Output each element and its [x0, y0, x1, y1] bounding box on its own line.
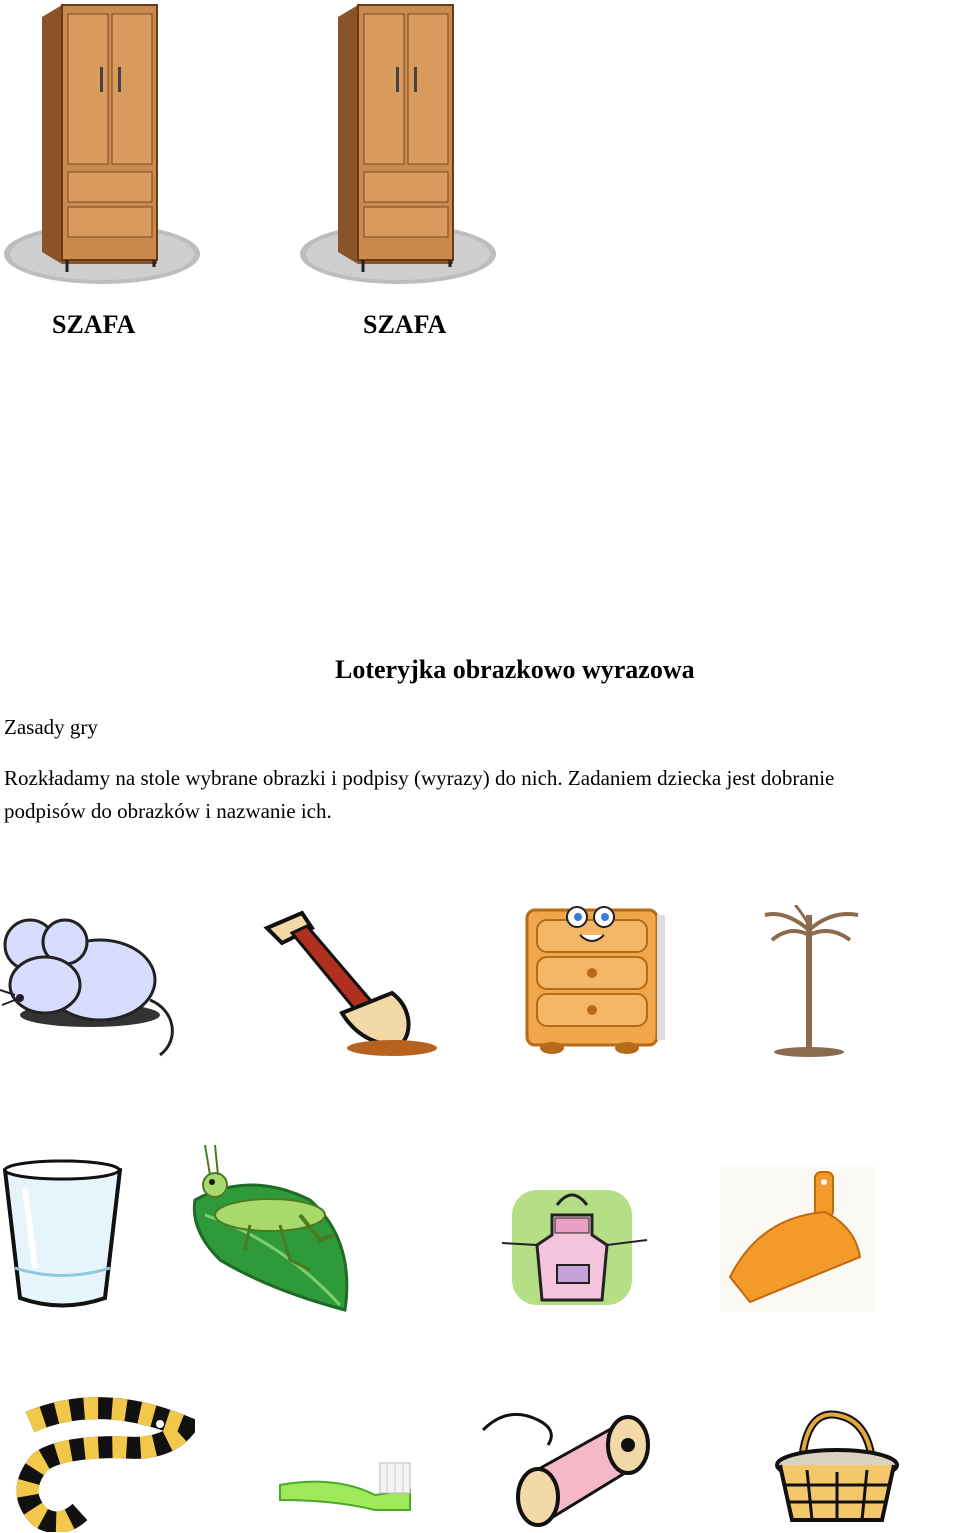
- wardrobe-picture: [2, 2, 202, 287]
- dustpan-picture: [720, 1167, 875, 1312]
- dresser-picture: [522, 905, 667, 1057]
- shovel-picture: [262, 908, 442, 1058]
- toothbrush-picture: [275, 1455, 415, 1525]
- grasshopper-picture: [190, 1140, 355, 1315]
- glass-picture: [0, 1158, 125, 1313]
- spool-picture: [478, 1405, 658, 1530]
- basket-picture: [772, 1410, 902, 1530]
- word-label: SZAFA: [52, 310, 136, 339]
- word-label: SZAFA: [363, 310, 447, 339]
- rules-text-line: Rozkładamy na stole wybrane obrazki i podpisy (wyrazy) do nich. Zadaniem dziecka jest dobranie: [4, 766, 835, 790]
- mouse-picture: [0, 910, 185, 1060]
- apron-picture: [497, 1185, 657, 1310]
- rules-heading: Zasady gry: [4, 715, 98, 739]
- page-title: Loteryjka obrazkowo wyrazowa: [335, 655, 695, 684]
- lizard-picture: [0, 1392, 195, 1532]
- wardrobe-picture: [298, 2, 498, 287]
- coat-rack-picture: [760, 905, 865, 1060]
- rules-text-line: podpisów do obrazków i nazwanie ich.: [4, 799, 332, 823]
